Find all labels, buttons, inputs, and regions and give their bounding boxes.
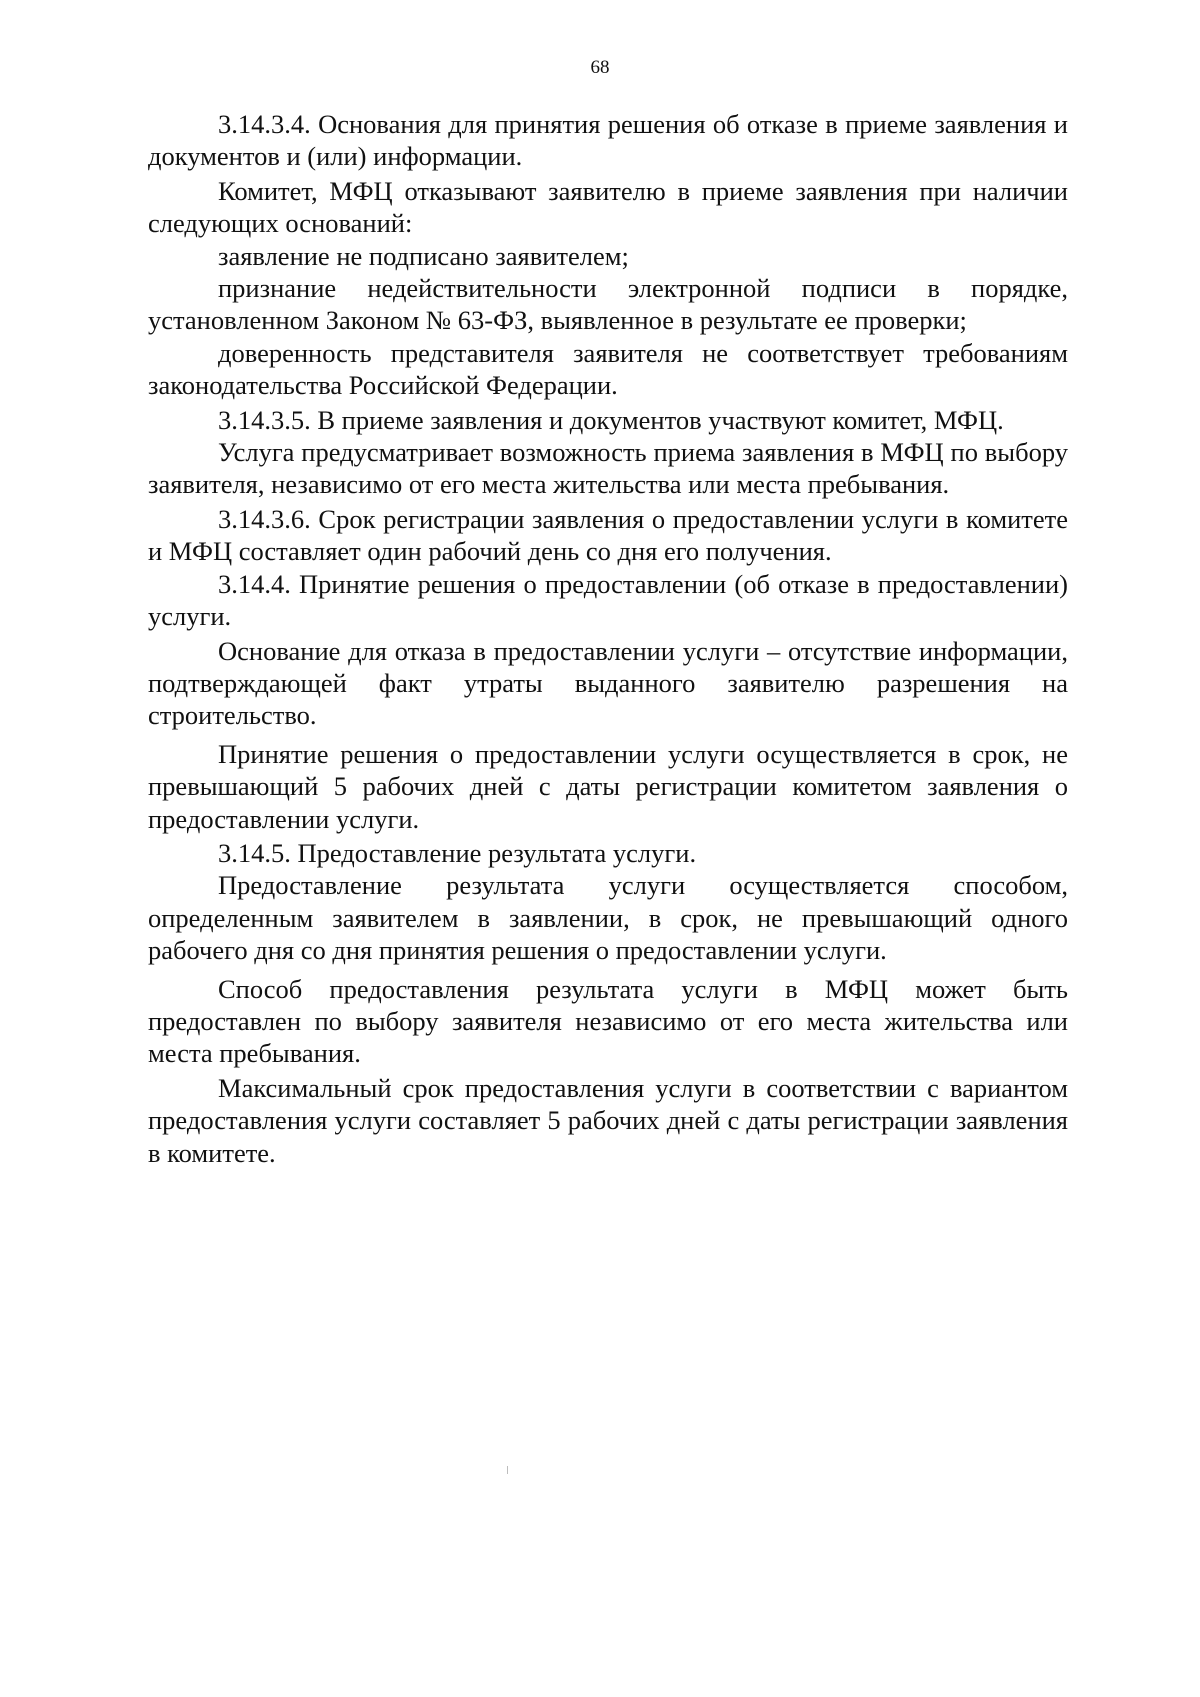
page-number: 68 — [590, 57, 610, 78]
paragraph-mfc-acceptance: Услуга предусматривает возможность приема заявления в МФЦ по выбору заявителя, независимо от его места жительства или места пребывания. — [148, 437, 1068, 500]
paragraph-3-14-3-6: 3.14.3.6. Срок регистрации заявления о предоставлении услуги в комитете и МФЦ составляет один рабочий день со дня его получения. — [148, 503, 1068, 567]
paragraph-refusal-grounds-intro: Комитет, МФЦ отказывают заявителю в приеме заявления при наличии следующих оснований: — [148, 175, 1068, 239]
paragraph-refusal-basis: Основание для отказа в предоставлении услуги – отсутствие информации, подтверждающей факт утраты выданного заявителю разрешения на строительство. — [148, 635, 1068, 731]
paragraph-result-delivery: Предоставление результата услуги осуществляется способом, определенным заявителем в заявлении, в срок, не превышающий одного рабочего дня со дня принятия решения о предоставлении услуги. — [148, 870, 1068, 966]
paragraph-mfc-result-method: Способ предоставления результата услуги в МФЦ может быть предоставлен по выбору заявителя независимо от его места жительства или места пребывания. — [148, 973, 1068, 1069]
paragraph-3-14-5-heading: 3.14.5. Предоставление результата услуги. — [218, 837, 697, 868]
paragraph-3-14-3-4-heading: 3.14.3.4. Основания для принятия решения об отказе в приеме заявления и документов и (или) информации. — [148, 109, 1068, 172]
paragraph-ground-power-of-attorney: доверенность представителя заявителя не соответствует требованиям законодательства Российской Федерации. — [148, 337, 1068, 401]
paragraph-3-14-3-5: 3.14.3.5. В приеме заявления и документов участвуют комитет, МФЦ. — [218, 404, 1004, 435]
paragraph-ground-invalid-signature: признание недействительности электронной подписи в порядке, установленном Законом № 63-ФЗ, выявленное в результате ее проверки; — [148, 273, 1068, 336]
paragraph-decision-term: Принятие решения о предоставлении услуги осуществляется в срок, не превышающий 5 рабочих дней с даты регистрации комитетом заявления о предоставлении услуги. — [148, 738, 1068, 834]
paragraph-ground-unsigned: заявление не подписано заявителем; — [218, 240, 629, 271]
document-body — [148, 108, 1068, 1169]
paragraph-3-14-4-heading: 3.14.4. Принятие решения о предоставлении (об отказе в предоставлении) услуги. — [148, 568, 1068, 632]
paragraph-maximum-term: Максимальный срок предоставления услуги в соответствии с вариантом предоставления услуги составляет 5 рабочих дней с даты регистрации заявления в комитете. — [148, 1072, 1068, 1168]
scan-artifact-mark — [507, 1466, 508, 1474]
